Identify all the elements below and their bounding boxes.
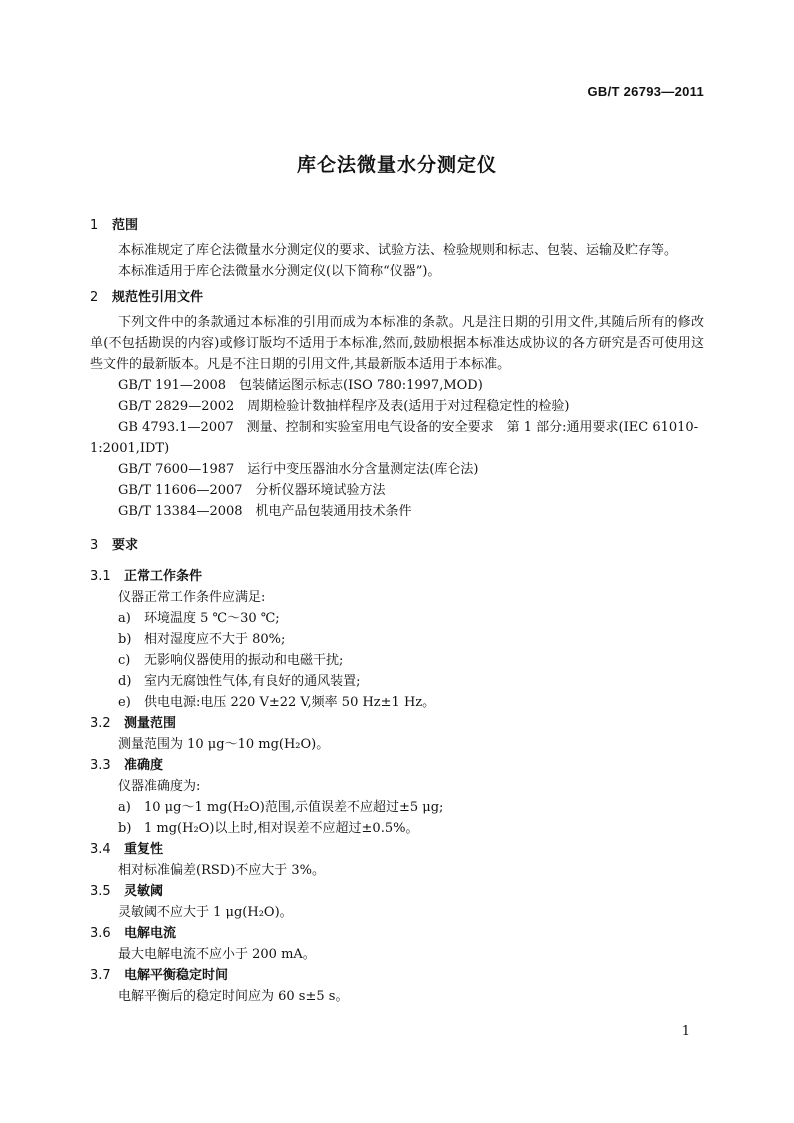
list-item — [90, 671, 704, 692]
section-title: 范围 — [112, 218, 139, 233]
list-label: a) — [118, 611, 131, 626]
paragraph: 本标准适用于库仑法微量水分测定仪(以下简称“仪器”)。 — [118, 264, 441, 279]
subsection-heading — [90, 839, 704, 860]
section-title: 规范性引用文件 — [112, 290, 204, 305]
list-item — [90, 692, 704, 713]
subsection-heading — [90, 566, 704, 587]
reference-item: GB 4793.1—2007 测量、控制和实验室用电气设备的安全要求 第 1 部分:通用要求(IEC 61010- — [118, 420, 699, 435]
list-item — [90, 629, 704, 650]
list-label: b) — [118, 632, 132, 647]
paragraph: 下列文件中的条款通过本标准的引用而成为本标准的条款。凡是注日期的引用文件,其随后所有的修改单(不包括勘误的内容)或修订版均不适用于本标准,然而,鼓励根据本标准达成协议的各方研究是否可使用这些文件的最新版本。凡是不注日期的引用文件,其最新版本适用于本标准。 — [90, 315, 704, 372]
subsection-number: 3.7 — [90, 968, 111, 983]
list-text: 无影响仪器使用的振动和电磁干扰; — [144, 653, 344, 668]
subsection-title: 准确度 — [124, 758, 164, 773]
document-body — [90, 216, 704, 1007]
reference-item: GB/T 191—2008 包装储运图示标志(ISO 780:1997,MOD) — [118, 378, 483, 393]
subsection-number: 3.1 — [90, 569, 111, 584]
list-item — [90, 797, 704, 818]
list-item — [90, 608, 704, 629]
reference-item: GB/T 7600—1987 运行中变压器油水分含量测定法(库仑法) — [118, 462, 479, 477]
subsection-title: 测量范围 — [124, 716, 177, 731]
list-label: d) — [118, 674, 132, 689]
section-heading — [90, 288, 704, 308]
section-number: 3 — [90, 538, 99, 553]
list-text: 环境温度 5 ℃～30 ℃; — [144, 611, 280, 626]
list-label: b) — [118, 821, 132, 836]
paragraph: 相对标准偏差(RSD)不应大于 3%。 — [118, 863, 326, 878]
paragraph: 仪器正常工作条件应满足: — [118, 590, 266, 605]
subsection-number: 3.3 — [90, 758, 111, 773]
list-label: a) — [118, 800, 131, 815]
paragraph: 灵敏阈不应大于 1 μg(H₂O)。 — [118, 905, 293, 920]
list-text: 室内无腐蚀性气体,有良好的通风装置; — [144, 674, 361, 689]
paragraph: 本标准规定了库仑法微量水分测定仪的要求、试验方法、检验规则和标志、包装、运输及贮存等。 — [118, 243, 678, 258]
section-heading — [90, 216, 704, 236]
standard-number: GB/T 26793—2011 — [587, 84, 704, 99]
list-text: 供电电源:电压 220 V±22 V,频率 50 Hz±1 Hz。 — [144, 695, 436, 710]
list-item — [90, 818, 704, 839]
section-heading — [90, 536, 704, 556]
list-text: 1 mg(H₂O)以上时,相对误差不应超过±0.5%。 — [144, 821, 419, 836]
subsection-heading — [90, 713, 704, 734]
reference-continuation: 1:2001,IDT) — [90, 441, 170, 456]
subsection-number: 3.4 — [90, 842, 111, 857]
list-label: e) — [118, 695, 131, 710]
list-text: 相对湿度应不大于 80%; — [144, 632, 286, 647]
subsection-number: 3.6 — [90, 926, 111, 941]
subsection-title: 重复性 — [124, 842, 164, 857]
document-title: 库仑法微量水分测定仪 — [296, 154, 497, 176]
section-number: 2 — [90, 290, 99, 305]
subsection-heading — [90, 881, 704, 902]
subsection-heading — [90, 755, 704, 776]
subsection-title: 电解平衡稳定时间 — [124, 968, 229, 983]
subsection-title: 灵敏阈 — [124, 884, 164, 899]
page-number: 1 — [681, 1024, 690, 1039]
section-title: 要求 — [112, 538, 139, 553]
section-scope — [90, 216, 704, 282]
section-requirements — [90, 536, 704, 1007]
subsection-heading — [90, 923, 704, 944]
reference-item: GB/T 2829—2002 周期检验计数抽样程序及表(适用于对过程稳定性的检验) — [118, 399, 570, 414]
subsection-number: 3.2 — [90, 716, 111, 731]
paragraph: 电解平衡后的稳定时间应为 60 s±5 s。 — [118, 989, 349, 1004]
reference-item: GB/T 13384—2008 机电产品包装通用技术条件 — [118, 504, 412, 519]
list-text: 10 μg～1 mg(H₂O)范围,示值误差不应超过±5 μg; — [144, 800, 444, 815]
subsection-title: 电解电流 — [124, 926, 177, 941]
paragraph: 仪器准确度为: — [118, 779, 201, 794]
section-normative-references — [90, 288, 704, 522]
section-number: 1 — [90, 218, 99, 233]
paragraph: 测量范围为 10 μg～10 mg(H₂O)。 — [118, 737, 330, 752]
list-item — [90, 650, 704, 671]
subsection-heading — [90, 965, 704, 986]
subsection-number: 3.5 — [90, 884, 111, 899]
reference-item: GB/T 11606—2007 分析仪器环境试验方法 — [118, 483, 386, 498]
subsection-title: 正常工作条件 — [124, 569, 203, 584]
list-label: c) — [118, 653, 131, 668]
paragraph: 最大电解电流不应小于 200 mA。 — [118, 947, 316, 962]
